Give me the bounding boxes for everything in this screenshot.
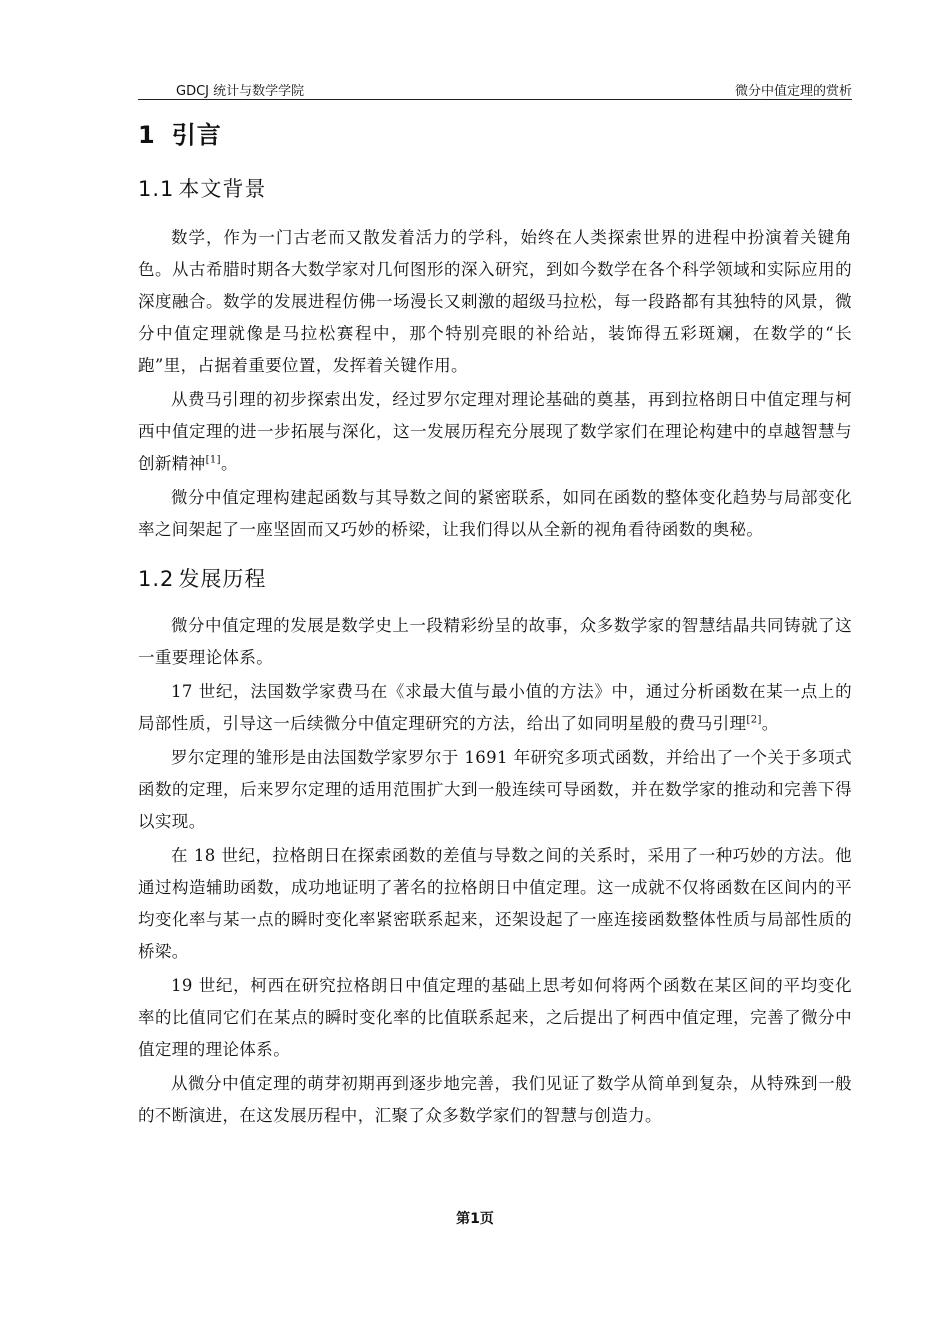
paragraph	[138, 610, 852, 674]
paragraph	[138, 1068, 852, 1132]
paragraph-text: 罗尔定理的雏形是由法国数学家罗尔于 1691 年研究多项式函数，并给出了一个关于多项式函数的定理，后来罗尔定理的适用范围扩大到一般连续可导函数，并在数学家的推动和完善下得以实现。	[138, 748, 852, 831]
paragraph	[138, 384, 852, 480]
paragraph	[138, 222, 852, 382]
section-heading-background	[138, 174, 852, 204]
paragraph-tail: 。	[220, 454, 238, 473]
page-number: 第1页	[456, 1211, 494, 1227]
paragraph-text: 在 18 世纪，拉格朗日在探索函数的差值与导数之间的关系时，采用了一种巧妙的方法。他通过构造辅助函数，成功地证明了著名的拉格朗日中值定理。这一成就不仅将函数在区间内的平均变化率与某一点的瞬时变化率紧密联系起来，还架设起了一座连接函数整体性质与局部性质的桥梁。	[138, 846, 852, 961]
chapter-title: 引言	[171, 121, 222, 149]
paragraph-text: 从费马引理的初步探索出发，经过罗尔定理对理论基础的奠基，再到拉格朗日中值定理与柯西中值定理的进一步拓展与深化，这一发展历程充分展现了数学家们在理论构建中的卓越智慧与创新精神	[138, 390, 852, 473]
paragraph	[138, 482, 852, 546]
section-title: 本文背景	[178, 177, 267, 201]
paragraph	[138, 742, 852, 838]
paragraph	[138, 970, 852, 1066]
chapter-heading	[138, 112, 852, 158]
header-paper-title: 微分中值定理的赏析	[734, 84, 852, 99]
citation-marker: [2]	[746, 714, 762, 726]
header-institution: GDCJ 统计与数学学院	[176, 84, 305, 99]
paragraph-text: 数学，作为一门古老而又散发着活力的学科，始终在人类探索世界的进程中扮演着关键角色。从古希腊时期各大数学家对几何图形的深入研究，到如今数学在各个科学领域和实际应用的深度融合。数学的发展进程仿佛一场漫长又刺激的超级马拉松，每一段路都有其独特的风景，微分中值定理就像是马拉松赛程中，那个特别亮眼的补给站，装饰得五彩斑斓，在数学的“长跑”里，占据着重要位置，发挥着关键作用。	[138, 228, 852, 375]
paragraph-text: 19 世纪，柯西在研究拉格朗日中值定理的基础上思考如何将两个函数在某区间的平均变化率的比值同它们在某点的瞬时变化率的比值联系起来，之后提出了柯西中值定理，完善了微分中值定理的理论体系。	[138, 976, 852, 1059]
paragraph-text: 微分中值定理的发展是数学史上一段精彩纷呈的故事，众多数学家的智慧结晶共同铸就了这一重要理论体系。	[138, 616, 852, 667]
section-heading-history	[138, 564, 852, 594]
section-number: 1.1	[138, 177, 175, 201]
paragraph-text: 从微分中值定理的萌芽初期再到逐步地完善，我们见证了数学从简单到复杂，从特殊到一般的不断演进，在这发展历程中，汇聚了众多数学家们的智慧与创造力。	[138, 1074, 852, 1125]
paragraph-text: 17 世纪，法国数学家费马在《求最大值与最小值的方法》中，通过分析函数在某一点上的局部性质，引导这一后续微分中值定理研究的方法，给出了如同明星般的费马引理	[138, 682, 852, 733]
section-number: 1.2	[138, 567, 175, 591]
running-header	[138, 78, 852, 100]
paragraph-text: 微分中值定理构建起函数与其导数之间的紧密联系，如同在函数的整体变化趋势与局部变化率之间架起了一座坚固而又巧妙的桥梁，让我们得以从全新的视角看待函数的奥秘。	[138, 488, 852, 539]
main-content	[138, 112, 852, 1132]
citation-marker: [1]	[205, 454, 221, 466]
header-rule	[138, 99, 852, 100]
paragraph	[138, 840, 852, 968]
paragraph-tail: 。	[761, 714, 779, 733]
section-title: 发展历程	[178, 567, 267, 591]
paragraph	[138, 676, 852, 740]
chapter-number: 1	[138, 121, 156, 149]
